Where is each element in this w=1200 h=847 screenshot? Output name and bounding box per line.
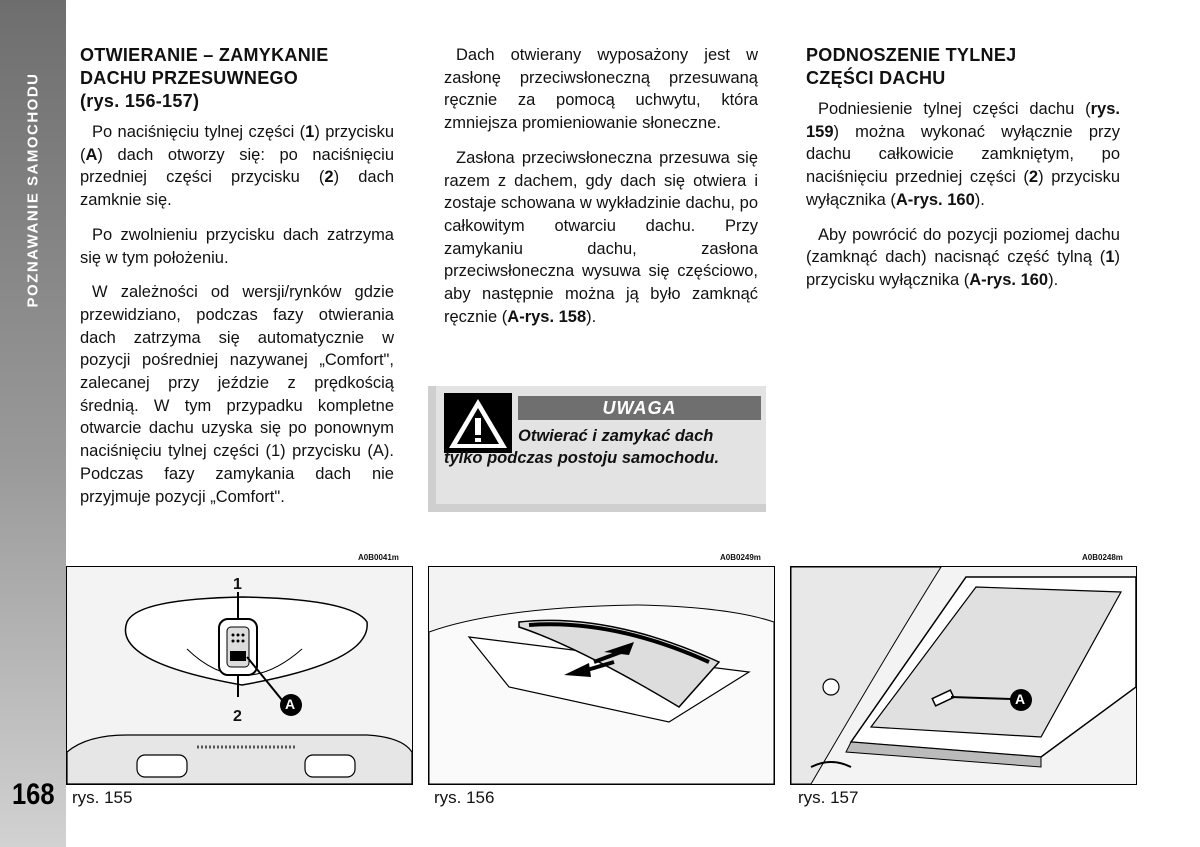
paragraph: Podniesienie tylnej części dachu (rys. 159) można wykonać wyłącznie przy dachu całkowicie zamkniętym, po naciśnięciu przedniej części (2) przycisku wyłącznika (A-rys. 160). xyxy=(806,100,1120,209)
roof-switch-illustration xyxy=(67,567,412,784)
figure-roof-switch xyxy=(66,566,413,785)
heading-line: OTWIERANIE – ZAMYKANIE xyxy=(80,45,329,65)
sunroof-lift-illustration xyxy=(791,567,1136,784)
heading-line: CZĘŚCI DACHU xyxy=(806,68,946,88)
warning-title: UWAGA xyxy=(518,396,761,420)
paragraph: Zasłona przeciwsłoneczna przesuwa się razem z dachem, gdy dach się otwiera i zostaje schowana w wykładzinie dachu, po całkowitym otwarciu dachu. Przy zamykaniu dachu, zasłona przeciwsłoneczna wysuwa się częściowo, aby następnie można ją było zamknąć ręcznie (A-rys. 158). xyxy=(444,148,758,326)
warning-text: Otwierać i zamykać dach tylko podczas postoju samochodu. xyxy=(444,427,720,467)
paragraph: Po naciśnięciu tylnej części (1) przycisku (A) dach otworzy się: po naciśnięciu przedniej części przycisku (2) dach zamknie się. xyxy=(80,123,395,210)
figure-sunroof-slide xyxy=(428,566,775,785)
figure-label-2: 2 xyxy=(233,708,242,725)
paragraph: Po zwolnieniu przycisku dach zatrzyma się w tym położeniu. xyxy=(80,225,394,267)
figure-caption: rys. 156 xyxy=(434,788,495,807)
column-3 xyxy=(806,44,1120,304)
paragraph: Aby powrócić do pozycji poziomej dachu (zamknąć dach) nacisnąć część tylną (1) przycisku wyłącznika (A-rys. 160). xyxy=(806,225,1120,289)
column-1 xyxy=(80,44,394,520)
heading-line: PODNOSZENIE TYLNEJ xyxy=(806,45,1017,65)
section-heading-opening-closing xyxy=(80,44,394,113)
sidebar xyxy=(0,0,66,847)
figure-code: A0B0249m xyxy=(720,553,761,562)
heading-reference: (rys. 156-157) xyxy=(80,91,200,111)
section-title: POZNAWANIE SAMOCHODU xyxy=(24,72,42,308)
figure-caption: rys. 157 xyxy=(798,788,859,807)
page-number: 168 xyxy=(12,778,55,811)
heading-line: DACHU PRZESUWNEGO xyxy=(80,68,299,88)
figure-label-a: A xyxy=(1015,691,1026,707)
figure-code: A0B0248m xyxy=(1082,553,1123,562)
figure-sunroof-lift xyxy=(790,566,1137,785)
sunroof-illustration xyxy=(429,567,774,784)
figure-label-1: 1 xyxy=(233,576,242,593)
paragraph: Dach otwierany wyposażony jest w zasłonę przeciwsłoneczną przesuwaną ręcznie za pomocą uchwytu, która zmniejsza promieniowanie słoneczne. xyxy=(444,46,758,133)
column-2 xyxy=(444,44,758,340)
figure-label-a: A xyxy=(285,696,296,712)
figure-code: A0B0041m xyxy=(358,553,399,562)
section-heading-lifting xyxy=(806,44,1120,90)
paragraph: W zależności od wersji/rynków gdzie przewidziano, podczas fazy otwierania dach zatrzyma się automatycznie w pozycji pośredniej nazywanej „Comfort", zalecanej przy jeździe z prędkością średnią. W tym przypadku kompletne otwarcie dachu uzyska się po ponownym naciśnięciu tylnej części (1) przycisku (A). Podczas fazy zamykania dach nie przyjmuje pozycji „Comfort". xyxy=(80,283,394,506)
figure-caption: rys. 155 xyxy=(72,788,133,807)
